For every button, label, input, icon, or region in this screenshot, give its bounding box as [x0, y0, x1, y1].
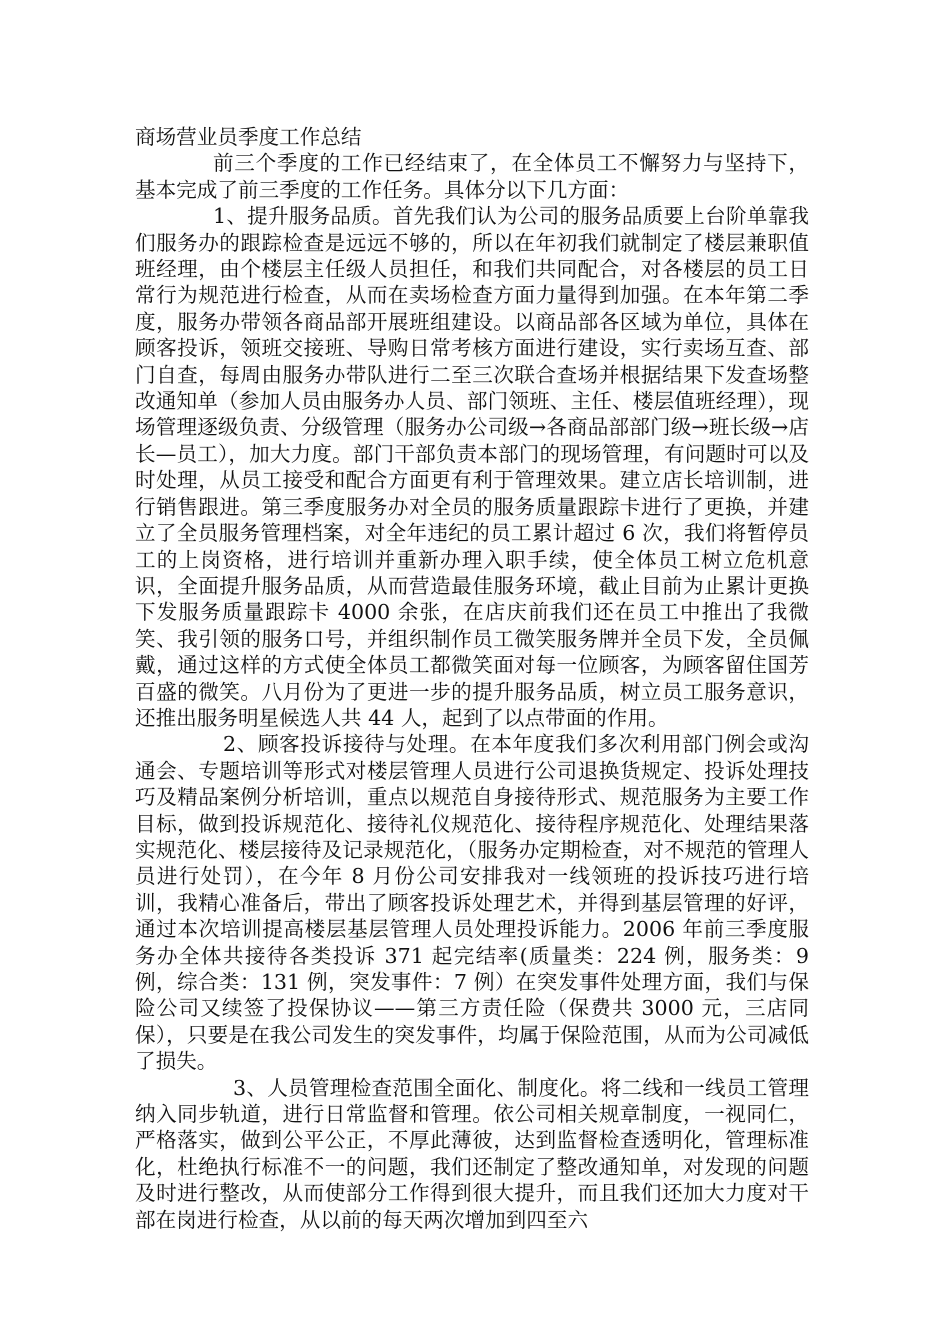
- document-body: [135, 124, 809, 1233]
- intro-paragraph: 前三个季度的工作已经结束了，在全体员工不懈努力与坚持下，基本完成了前三季度的工作任务。具体分以下几方面：: [135, 151, 809, 202]
- section-1-paragraph: 1、提升服务品质。首先我们认为公司的服务品质要上台阶单靠我们服务办的跟踪检查是远远不够的，所以在年初我们就制定了楼层兼职值班经理，由个楼层主任级人员担任，和我们共同配合，对各楼层的员工日常行为规范进行检查，从而在卖场检查方面力量得到加强。在本年第二季度，服务办带领各商品部开展班组建设。以商品部各区域为单位，具体在顾客投诉，领班交接班、导购日常考核方面进行建设，实行卖场互查、部门自查，每周由服务办带队进行二至三次联合查场并根据结果下发查场整改通知单（参加人员由服务办人员、部门领班、主任、楼层值班经理），现场管理逐级负责、分级管理（服务办公司级→各商品部部门级→班长级→店长—员工），加大力度。部门干部负责本部门的现场管理，有问题时可以及时处理，从员工接受和配合方面更有利于管理效果。建立店长培训制，进行销售跟进。第三季度服务办对全员的服务质量跟踪卡进行了更换，并建立了全员服务管理档案，对全年违纪的员工累计超过 6 次，我们将暂停员工的上岗资格，进行培训并重新办理入职手续，使全体员工树立危机意识，全面提升服务品质，从而营造最佳服务环境，截止目前为止累计更换下发服务质量跟踪卡 4000 余张，在店庆前我们还在员工中推出了我微笑、我引领的服务口号，并组织制作员工微笑服务牌并全员下发，全员佩戴，通过这样的方式使全体员工都微笑面对每一位顾客，为顾客留住国芳百盛的微笑。八月份为了更进一步的提升服务品质，树立员工服务意识，还推出服务明星候选人共 44 人，起到了以点带面的作用。: [135, 204, 809, 730]
- section-3-paragraph: 3、人员管理检查范围全面化、制度化。将二线和一线员工管理纳入同步轨道，进行日常监督和管理。依公司相关规章制度，一视同仁，严格落实，做到公平公正，不厚此薄彼，达到监督检查透明化，管理标准化，杜绝执行标准不一的问题，我们还制定了整改通知单，对发现的问题及时进行整改，从而使部分工作得到很大提升，而且我们还加大力度对干部在岗进行检查，从以前的每天两次增加到四至六: [135, 1075, 809, 1232]
- document-title: 商场营业员季度工作总结: [135, 125, 362, 149]
- section-2-paragraph: 2、顾客投诉接待与处理。在本年度我们多次利用部门例会或沟通会、专题培训等形式对楼层管理人员进行公司退换货规定、投诉处理技巧及精品案例分析培训，重点以规范自身接待形式、规范服务为主要工作目标，做到投诉规范化、接待礼仪规范化、接待程序规范化、处理结果落实规范化、楼层接待及记录规范化，（服务办定期检查，对不规范的管理人员进行处罚），在今年 8 月份公司安排我对一线领班的投诉技巧进行培训，我精心准备后，带出了顾客投诉处理艺术，并得到基层管理的好评，通过本次培训提高楼层基层管理人员处理投诉能力。2006 年前三季度服务办全体共接待各类投诉 371 起完结率(质量类：224 例，服务类：9 例，综合类：131 例，突发事件：7 例）在突发事件处理方面，我们与保险公司又续签了投保协议——第三方责任险（保费共 3000 元，三店同保），只要是在我公司发生的突发事件，均属于保险范围，从而为公司减低了损失。: [135, 732, 809, 1074]
